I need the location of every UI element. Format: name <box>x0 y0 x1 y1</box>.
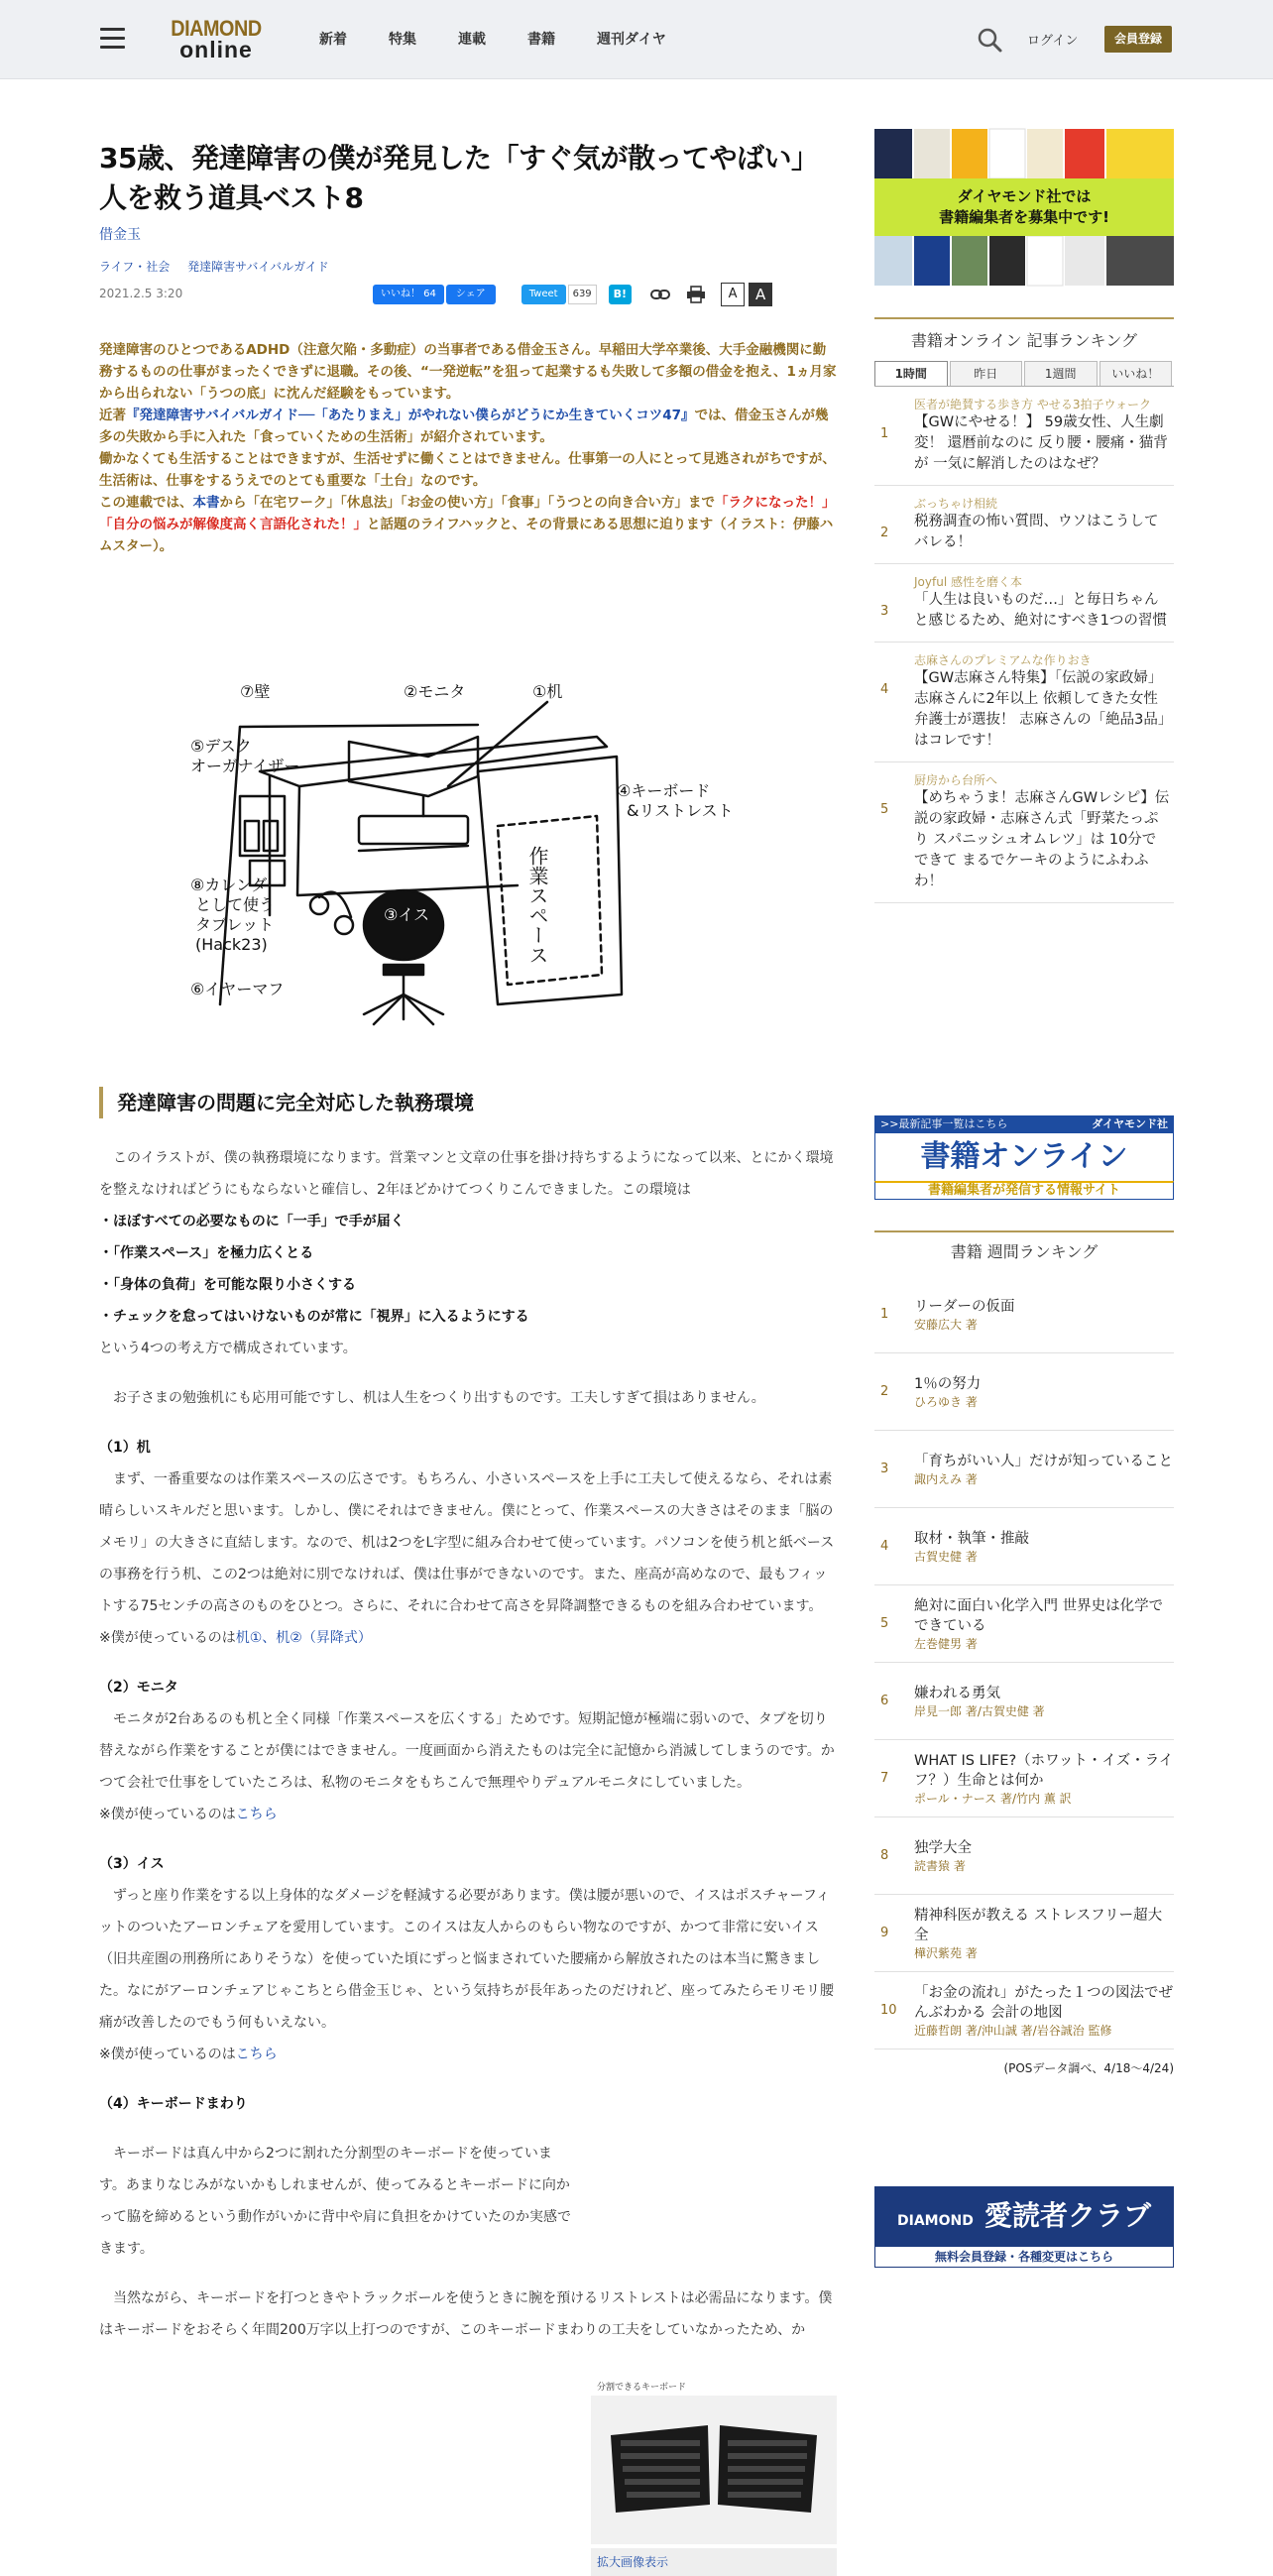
logo-text-online: online <box>179 37 253 62</box>
body-text: ずっと座り作業をする以上身体的なダメージを軽減する必要があります。僕は腰が悪いので、イスはポスチャーフィットのついたアーロンチェアを愛用しています。このイスは友人からのもらい物なのですが、かつて非常に安いイス（旧共産圏の刑務所にありそうな）を使っていた頃にずっと悩まされていた腰痛から解放されたのは本当に驚きました。なにがアーロンチェアじゃこちとら借金玉じゃ、という気持ちが長年あったのだけれど、座ってみたらモリモリ腰痛が改善したのでもう何もいえない。 <box>99 1888 835 2031</box>
book-content <box>914 1374 1174 1410</box>
article-body <box>99 1142 837 2346</box>
book-content <box>914 1529 1174 1565</box>
book-title-link[interactable]: 1％の努力 <box>914 1375 982 1392</box>
illust-label-keyboard: ④キーボード <box>617 781 711 800</box>
tweet-button[interactable]: Tweet <box>521 285 566 304</box>
illust-label-chair: ③イス <box>384 905 430 924</box>
note-text: ※僕が使っているのは <box>99 2047 236 2062</box>
facebook-share-button[interactable]: シェア <box>446 285 496 304</box>
tab-1hour[interactable]: 1時間 <box>874 361 948 386</box>
illust-label-organizer: ⑤デスク <box>190 737 252 756</box>
club-brand: DIAMOND <box>897 2213 974 2229</box>
book-author: 安藤広大 著 <box>914 1317 978 1332</box>
body-kids <box>99 1382 837 1414</box>
bullet-3: ・「身体の負荷」を可能な限り小さくする <box>99 1277 356 1293</box>
book-author: 近藤哲朗 著/沖山誠 著/岩谷誠治 監修 <box>914 2023 1112 2038</box>
illust-label-calendar: ⑧カレンダー <box>190 876 284 894</box>
book-item[interactable] <box>874 1740 1174 1817</box>
book-content <box>914 1596 1174 1652</box>
book-title-link[interactable]: 『発達障害サバイバルガイド──「あたりまえ」がやれない僕らがどうにか生きていくコツ47』 <box>126 408 695 423</box>
book-item[interactable] <box>874 1663 1174 1740</box>
book-rank-number: 9 <box>880 1926 889 1940</box>
ranking-title-link[interactable]: 【GW志麻さん特集】「伝説の家政婦」志麻さんに2年以上 依頼してきた女性弁護士が選抜！ 志麻さんの「絶品3品」はコレです！ <box>914 670 1166 749</box>
body-text: お子さまの勉強机にも応用可能ですし、机は人生をつくり出すものです。工夫しすぎて損はありません。 <box>113 1390 765 1406</box>
book-title-link[interactable]: 「育ちがいい人」だけが知っていること <box>914 1453 1173 1469</box>
body-text: まず、一番重要なのは作業スペースの広さです。もちろん、小さいスペースを上手に工夫して使えるなら、それは素晴らしいスキルだと思います。しかし、僕にそれはできません。僕にとって、作業スペースの大きさはそのまま「脳のメモリ」の大きさに直結します。なので、机は2つをL字型に組み合わせて使っています。パソコンを使う机と紙ベースの事務を行う机、この2つは絶対に別でなければ、僕は仕事ができないのです。また、座高が高めなので、最もフィットする75センチの高さのものをひとつ。さらに、それに合わせて高さを昇降調整できるものを組み合わせています。 <box>99 1471 835 1614</box>
body-text: 当然ながら、キーボードを打つときやトラックボールを使うときに腕を預けるリストレストは必需品になります。僕はキーボードをおそらく年間200万字以上打つのですが、このキーボードまわりの工夫をしていなかったため、か <box>99 2290 833 2338</box>
ranking-content <box>914 397 1174 475</box>
logo-text-diamond: DIAMOND <box>171 16 262 41</box>
nav-item-series[interactable]: 連載 <box>458 32 486 48</box>
book-ranking-title: 書籍 週間ランキング <box>874 1230 1174 1276</box>
book-author: ポール・ナース 著/竹内 薫 訳 <box>914 1791 1072 1806</box>
ranking-title-link[interactable]: 【GWにやせる！】 59歳女性、人生劇変！ 還暦前なのに 反り腰・腰痛・猫背が 一気に解消したのはなぜ？ <box>914 414 1168 472</box>
book-content <box>914 1983 1174 2039</box>
ranking-number: 5 <box>880 802 889 817</box>
ranking-number: 4 <box>880 682 889 697</box>
category-link-life[interactable]: ライフ・社会 <box>99 260 171 274</box>
body-monitor <box>99 1703 837 1799</box>
lead-text: から「在宅ワーク」「休息法」「お金の使い方」「食事」「うつとの向き合い方」まで <box>219 495 715 511</box>
banner-latest-link: >>最新記事一覧はこちら <box>880 1117 1008 1130</box>
book-content <box>914 1838 1174 1874</box>
book-list <box>874 1276 1174 2049</box>
main-nav <box>319 29 708 49</box>
body-text: モニタが2台あるのも机と全く同様「作業スペースを広くする」ためです。短期記憶が極端に弱いので、タブを切り替えながら作業をすることが僕にはできません。一度画面から消えたものは完全に記憶から消滅してしまうのです。かつて会社で仕事をしていたころは、私物のモニタをもちこんで無理やりデュアルモニタにしていました。 <box>99 1711 835 1791</box>
illust-label-earmuff: ⑥イヤーマフ <box>190 980 285 998</box>
book-item[interactable] <box>874 1585 1174 1663</box>
bullet-2: ・「作業スペース」を極力広くとる <box>99 1245 314 1261</box>
category-link-series[interactable]: 発達障害サバイバルガイド <box>187 260 329 274</box>
body-desk <box>99 1464 837 1622</box>
article-ranking <box>874 317 1174 903</box>
body-keyboard-2 <box>99 2283 837 2346</box>
author-link[interactable]: 借金玉 <box>99 227 141 243</box>
lead-text: この連載では、 <box>99 495 193 511</box>
pos-note: (POSデータ調べ、4/18～4/24) <box>1003 2061 1174 2075</box>
site-header <box>0 0 1273 79</box>
book-title-link[interactable]: リーダーの仮面 <box>914 1298 1015 1315</box>
illust-label-monitor: ②モニタ <box>404 682 466 701</box>
lead-paragraph-3: 働かなくても生活することはできますが、生活せずに働くことはできません。仕事第一の人にとって見逃されがちですが、生活術は、仕事をするうえでのとても重要な「土台」なのです。 <box>99 451 836 489</box>
publish-date: 2021.2.5 3:20 <box>99 287 183 300</box>
bullet-4: ・チェックを怠ってはいけないものが常に「視界」に入るようにする <box>99 1309 529 1325</box>
zoom-image-link[interactable]: 拡大画像表示 <box>591 2548 837 2576</box>
banner-subtitle: 書籍編集者が発信する情報サイト <box>874 1181 1174 1200</box>
subheading-chair: （3）イス <box>99 1856 165 1872</box>
recruit-banner[interactable] <box>874 129 1174 286</box>
ranking-item[interactable] <box>874 387 1174 486</box>
ranking-title-link[interactable]: 「人生は良いものだ…」と毎日ちゃんと感じるため、絶対にすべき1つの習慣 <box>914 592 1167 629</box>
desk-illustration <box>180 677 736 1034</box>
club-name: 愛読者クラブ <box>984 2199 1151 2232</box>
book-author: 古賀史健 著 <box>914 1549 978 1564</box>
body-intro <box>99 1142 837 1206</box>
lead-paragraph-4 <box>99 492 837 557</box>
bullet-1: ・ほぼすべての必要なものに「一手」で手が届く <box>99 1214 405 1229</box>
lead-highlight: 「ラクになった！」 <box>715 495 836 511</box>
book-item[interactable] <box>874 1895 1174 1972</box>
article-title: 35歳、発達障害の僕が発見した「すぐ気が散ってやばい」人を救う道具ベスト8 <box>99 142 819 214</box>
note-monitor <box>99 1799 837 1830</box>
book-ranking <box>874 1230 1174 2076</box>
tab-1week[interactable]: 1週間 <box>1024 361 1098 386</box>
login-link[interactable]: ログイン <box>1027 34 1079 49</box>
ranking-tabs <box>874 361 1174 387</box>
book-author: 樺沢紫苑 著 <box>914 1945 978 1960</box>
tweet-count: 639 <box>568 285 597 304</box>
note-desk <box>99 1622 837 1654</box>
book-link[interactable]: 本書 <box>192 495 220 511</box>
desk-product-link[interactable]: 机①、机②（昇降式） <box>235 1630 372 1646</box>
lead-text: と話題のライフハックと、その背景にある思想に迫ります（イラスト：伊藤ハムスター）。 <box>99 517 834 554</box>
book-title-link[interactable]: 「お金の流れ」がたった１つの図法でぜんぶわかる 会計の地図 <box>914 1984 1173 2021</box>
ranking-content <box>914 574 1174 632</box>
ranking-number: 2 <box>880 526 889 540</box>
book-item[interactable] <box>874 1353 1174 1431</box>
note-chair <box>99 2039 837 2070</box>
nav-item-books[interactable]: 書籍 <box>527 32 555 48</box>
books-online-banner[interactable] <box>874 1115 1174 1200</box>
lead-text: では、借金玉さんが幾多の失敗から手に入れた「食っていくための生活術」が紹介されています。 <box>99 408 829 445</box>
lead-highlight: 「自分の悩みが解像度高く言語化された！」 <box>99 517 367 532</box>
ranking-title-link[interactable]: 【めちゃうま！志麻さんGWレシピ】伝説の家政婦・志麻さん式「野菜たっぷり スパニッシュオムレツ」は 10分でできて まるでケーキのようにふわふわ！ <box>914 790 1170 889</box>
book-rank-number: 4 <box>880 1539 889 1554</box>
font-size-large-button[interactable]: A <box>749 283 772 306</box>
link-copy-icon[interactable] <box>649 285 671 304</box>
section-heading: 発達障害の問題に完全対応した執務環境 <box>99 1087 837 1118</box>
recruit-line-2: 書籍編集者を募集中です! <box>939 208 1109 226</box>
lead-paragraph-2 <box>99 405 837 448</box>
body-text: キーボードは真ん中から2つに割れた分割型のキーボードを使っています。あまりなじみがないかもしれませんが、使ってみるとキーボードに向かって脇を締めるという動作がいかに背中や肩に負担をかけていたのか実感できます。 <box>99 2146 571 2257</box>
reader-club-banner[interactable] <box>874 2186 1174 2268</box>
ranking-title-link[interactable]: 税務調査の怖い質問、ウソはこうしてバレる！ <box>914 514 1159 550</box>
ranking-number: 3 <box>880 604 889 619</box>
club-sub: 無料会員登録・各種変更はこちら <box>874 2246 1174 2268</box>
nav-item-features[interactable]: 特集 <box>389 32 416 48</box>
book-item[interactable] <box>874 1508 1174 1585</box>
body-chair <box>99 1880 837 2039</box>
lead-text: 近著 <box>99 408 126 423</box>
subheading-monitor: （2）モニタ <box>99 1680 178 1696</box>
book-rank-number: 7 <box>880 1771 889 1786</box>
illust-label-calendar-3: タブレット <box>195 915 275 934</box>
like-label: いいね！ 64 <box>381 289 436 299</box>
book-rank-number: 8 <box>880 1848 889 1863</box>
subheading-keyboard: （4）キーボードまわり <box>99 2096 248 2112</box>
ranking-kicker: Joyful 感性を磨く本 <box>914 575 1022 589</box>
book-title-link[interactable]: 独学大全 <box>914 1839 972 1856</box>
ranking-kicker: ぶっちゃけ相続 <box>914 497 998 511</box>
ranking-number: 1 <box>880 426 889 441</box>
ranking-content <box>914 772 1174 892</box>
facebook-like-button[interactable] <box>373 285 444 304</box>
illust-label-organizer-2: オーガナイザー <box>190 757 300 775</box>
book-title-link[interactable]: 嫌われる勇気 <box>914 1685 1000 1701</box>
book-title-link[interactable]: 精神科医が教える ストレスフリー超大全 <box>914 1907 1163 1943</box>
tab-likes[interactable]: いいね！ <box>1099 361 1173 386</box>
book-rank-number: 1 <box>880 1307 889 1322</box>
book-item[interactable] <box>874 1817 1174 1895</box>
book-rank-number: 3 <box>880 1462 889 1476</box>
book-title-link[interactable]: WHAT IS LIFE?（ホワット・イズ・ライフ？）生命とは何か <box>914 1752 1174 1789</box>
search-icon[interactable] <box>977 27 1002 53</box>
illust-label-calendar-2: として使う <box>195 895 276 914</box>
keyboard-figure <box>591 2380 837 2576</box>
book-rank-number: 2 <box>880 1384 889 1399</box>
nav-item-new[interactable]: 新着 <box>319 32 347 48</box>
illust-label-keyboard-2: &リストレスト <box>627 801 734 820</box>
book-author: 岸見一郎 著/古賀史健 著 <box>914 1703 1045 1718</box>
book-item[interactable] <box>874 1431 1174 1508</box>
illust-label-wall: ⑦壁 <box>240 682 271 701</box>
ranking-title: 書籍オンライン 記事ランキング <box>874 317 1174 361</box>
ranking-item[interactable] <box>874 762 1174 903</box>
illust-label-desk: ①机 <box>532 682 563 701</box>
ranking-content <box>914 652 1174 752</box>
book-author: 読書猿 著 <box>914 1858 966 1873</box>
book-content <box>914 1452 1174 1487</box>
note-text: ※僕が使っているのは <box>99 1807 236 1822</box>
ranking-item[interactable] <box>874 564 1174 643</box>
book-author: 諏内えみ 著 <box>914 1471 978 1486</box>
body-keyboard <box>99 2138 575 2265</box>
monitor-product-link[interactable]: こちら <box>235 1807 278 1822</box>
book-content <box>914 1906 1174 1961</box>
site-logo[interactable] <box>165 18 268 61</box>
ranking-kicker: 志麻さんのプレミアムな作りおき <box>914 653 1092 667</box>
menu-icon[interactable] <box>100 28 125 50</box>
recruit-line-1: ダイヤモンド社では <box>957 187 1092 205</box>
book-title-link[interactable]: 絶対に面白い化学入門 世界史は化学でできている <box>914 1597 1164 1634</box>
ranking-list <box>874 387 1174 903</box>
book-title-link[interactable]: 取材・執筆・推敲 <box>914 1530 1029 1547</box>
ranking-kicker: 厨房から台所へ <box>914 773 998 787</box>
signup-button[interactable]: 会員登録 <box>1104 26 1172 53</box>
category-links <box>99 258 343 275</box>
keyboard-caption: 分割できるキーボード <box>597 2383 687 2393</box>
illust-label-workspace: 作業スペース <box>525 846 549 965</box>
nav-item-weekly[interactable]: 週刊ダイヤ <box>597 32 666 48</box>
banner-title: 書籍オンライン <box>874 1133 1174 1181</box>
body-text: このイラストが、僕の執務環境になります。営業マンと文章の仕事を掛け持ちするようになって以来、とにかく環境を整えなければどうにもならないと確信し、2年ほどかけてつくりこんできました。この環境は <box>99 1150 834 1198</box>
illust-label-calendar-4: (Hack23) <box>195 935 268 954</box>
bullet-summary: という4つの考え方で構成されています。 <box>99 1341 357 1356</box>
ranking-content <box>914 496 1174 553</box>
book-rank-number: 5 <box>880 1616 889 1631</box>
book-author: 左巻健男 著 <box>914 1636 978 1651</box>
keyboard-image[interactable] <box>591 2396 837 2544</box>
chair-product-link[interactable]: こちら <box>235 2047 278 2062</box>
book-content <box>914 1297 1174 1333</box>
book-content <box>914 1751 1174 1807</box>
book-author: ひろゆき 著 <box>914 1394 978 1409</box>
ranking-kicker: 医者が絶賛する歩き方 やせる3拍子ウォーク <box>914 398 1151 411</box>
ranking-item[interactable] <box>874 643 1174 762</box>
font-size-small-button[interactable]: A <box>721 283 745 306</box>
hatena-bookmark-button[interactable]: B! <box>609 285 632 304</box>
banner-publisher: ダイヤモンド社 <box>1092 1117 1168 1130</box>
social-bar <box>373 284 772 305</box>
print-icon[interactable] <box>685 285 707 304</box>
book-item[interactable] <box>874 1972 1174 2049</box>
lead-paragraph-1: 発達障害のひとつであるADHD（注意欠陥・多動症）の当事者である借金玉さん。早稲田大学卒業後、大手金融機関に勤務するものの仕事がまったくできずに退職。その後、“一発逆転”を狙って起業するも失敗して多額の借金を抱え、1ヵ月家から出られない「うつの底」に沈んだ経験をもっています。 <box>99 342 837 402</box>
book-item[interactable] <box>874 1276 1174 1353</box>
article-lead <box>99 339 837 557</box>
note-text: ※僕が使っているのは <box>99 1630 236 1646</box>
subheading-desk: （1）机 <box>99 1440 151 1456</box>
ranking-item[interactable] <box>874 486 1174 564</box>
book-rank-number: 6 <box>880 1694 889 1708</box>
book-content <box>914 1684 1174 1719</box>
book-rank-number: 10 <box>880 2003 897 2018</box>
tab-yesterday[interactable]: 昨日 <box>950 361 1023 386</box>
